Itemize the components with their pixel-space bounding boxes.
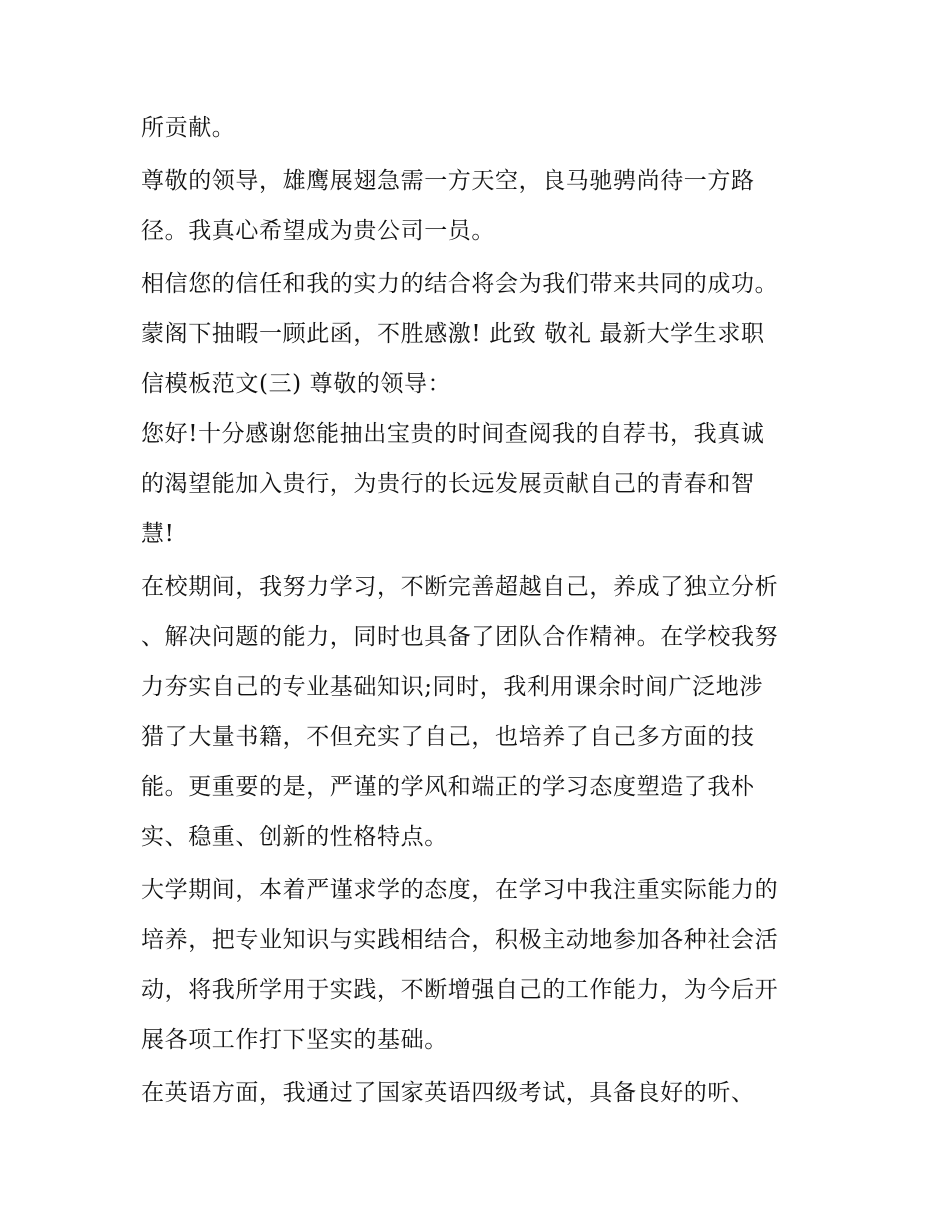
text-line: 猎了大量书籍，不但充实了自己，也培养了自己多方面的技 bbox=[141, 724, 755, 750]
text-line: 尊敬的领导，雄鹰展翅急需一方天空，良马驰骋尚待一方路 bbox=[141, 168, 755, 194]
text-line: 展各项工作打下坚实的基础。 bbox=[141, 1027, 448, 1053]
text-line: 动，将我所学用于实践，不断增强自己的工作能力，为今后开 bbox=[141, 977, 779, 1003]
text-line: 相信您的信任和我的实力的结合将会为我们带来共同的成功。 bbox=[141, 271, 779, 297]
text-line: 慧! bbox=[141, 521, 175, 547]
text-line: 所贡献。 bbox=[141, 115, 236, 141]
text-line: 、解决问题的能力，同时也具备了团队合作精神。在学校我努 bbox=[141, 624, 779, 650]
text-line: 您好!十分感谢您能抽出宝贵的时间查阅我的自荐书，我真诚 bbox=[141, 421, 765, 447]
text-line: 在校期间，我努力学习，不断完善超越自己，养成了独立分析 bbox=[141, 574, 779, 600]
text-line: 能。更重要的是，严谨的学风和端正的学习态度塑造了我朴 bbox=[141, 774, 755, 800]
text-line: 蒙阁下抽暇一顾此函，不胜感激! 此致 敬礼 最新大学生求职 bbox=[141, 321, 765, 347]
text-line: 大学期间，本着严谨求学的态度，在学习中我注重实际能力的 bbox=[141, 877, 779, 903]
text-line: 力夯实自己的专业基础知识;同时，我利用课余时间广泛地涉 bbox=[141, 674, 763, 700]
text-line: 信模板范文(三) 尊敬的领导： bbox=[141, 371, 452, 397]
text-line: 培养，把专业知识与实践相结合，积极主动地参加各种社会活 bbox=[141, 927, 779, 953]
text-line: 的渴望能加入贵行，为贵行的长远发展贡献自己的青春和智 bbox=[141, 471, 755, 497]
text-line: 实、稳重、创新的性格特点。 bbox=[141, 824, 448, 850]
text-line: 径。我真心希望成为贵公司一员。 bbox=[141, 218, 495, 244]
text-line: 在英语方面，我通过了国家英语四级考试，具备良好的听、 bbox=[141, 1080, 755, 1106]
